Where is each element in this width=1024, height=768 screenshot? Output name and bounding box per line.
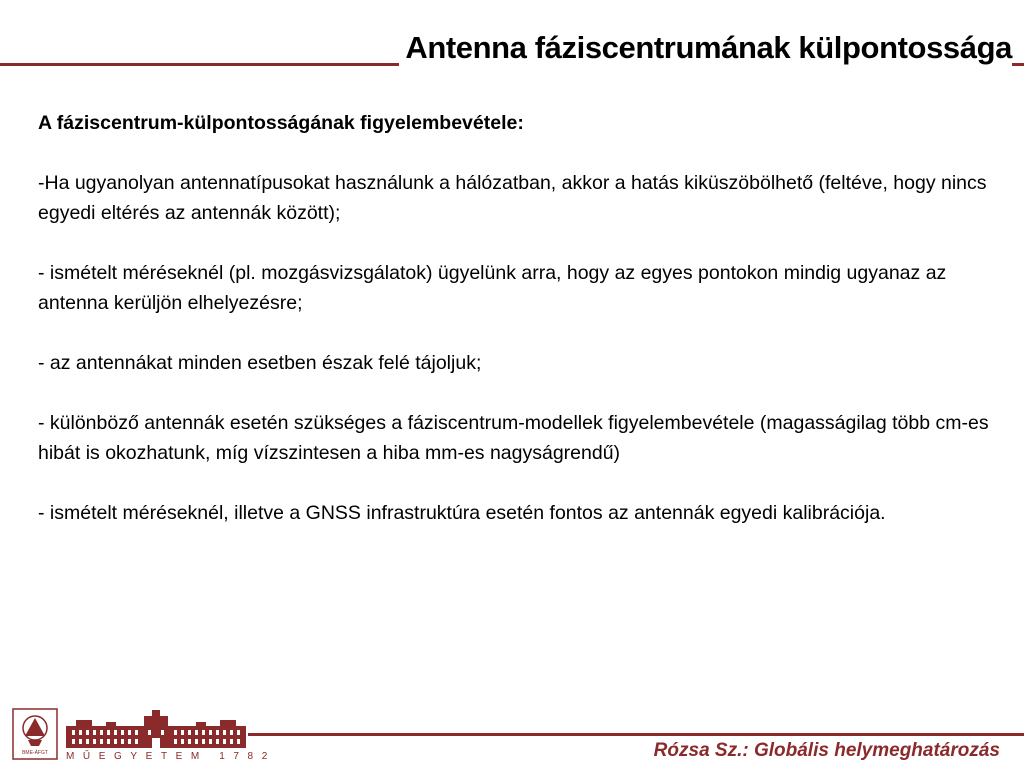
slide-body — [38, 108, 998, 558]
university-building-icon — [66, 710, 246, 750]
slide-title: Antenna fáziscentrumának külpontossága — [399, 26, 1012, 70]
seal-label: BME-ÁFGT — [22, 750, 48, 756]
university-caption: MŰEGYETEM 1782 — [66, 751, 276, 762]
body-heading: A fáziscentrum-külpontosságának figyelembevétele: — [38, 112, 524, 134]
footer-rule — [248, 733, 1024, 736]
footer-author-title: Rózsa Sz.: Globális helymeghatározás — [653, 740, 1000, 761]
bullet-paragraph: - az antennákat minden esetben észak felé tájoljuk; — [38, 352, 482, 374]
bullet-paragraph: - ismételt méréseknél (pl. mozgásvizsgálatok) ügyelünk arra, hogy az egyes pontokon mindig ugyanaz az antenna kerüljön elhelyezésre; — [38, 262, 947, 314]
bullet-paragraph: - különböző antennák esetén szükséges a fáziscentrum-modellek figyelembevétele (magasságilag több cm-es hibát is okozhatunk, míg vízszintesen a hiba mm-es nagyságrendű) — [38, 412, 989, 464]
bullet-paragraph: -Ha ugyanolyan antennatípusokat használunk a hálózatban, akkor a hatás kiküszöbölhető (feltéve, hogy nincs egyedi eltérés az antennák között); — [38, 172, 987, 224]
department-seal-icon — [12, 708, 58, 760]
bullet-paragraph: - ismételt méréseknél, illetve a GNSS infrastruktúra esetén fontos az antennák egyedi kalibrációja. — [38, 502, 886, 524]
